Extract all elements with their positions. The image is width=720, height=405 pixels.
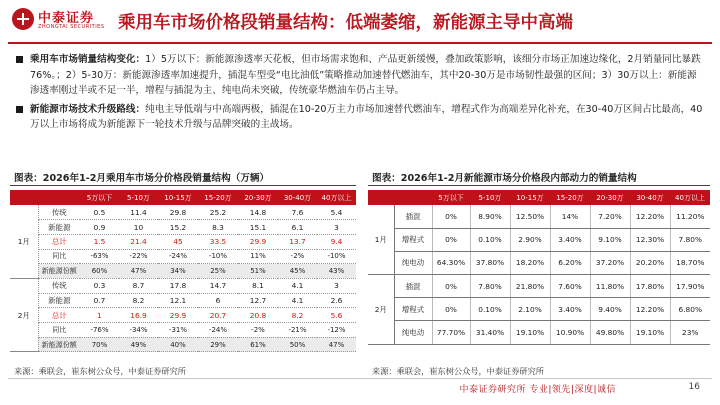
table-cell: 31.40% [470, 321, 510, 344]
column-header [38, 190, 80, 205]
table-cell: 37.80% [470, 251, 510, 274]
table-cell: 15.2 [158, 220, 198, 235]
table-cell: 9.4 [317, 234, 356, 249]
column-header [394, 190, 432, 205]
row-label: 传统 [38, 205, 80, 220]
page-title: 乘用车市场价格段销量结构：低端萎缩，新能源主导中高端 [118, 13, 573, 33]
logo-cross-icon [12, 8, 34, 30]
table-cell: 29.9 [158, 308, 198, 323]
table-row [10, 337, 356, 352]
table-cell: 9.40% [590, 298, 630, 321]
table-cell: 4.1 [278, 293, 317, 308]
month-label: 1月 [10, 205, 38, 278]
table-cell: 77.70% [432, 321, 470, 344]
bullet-tech-route [16, 102, 706, 133]
column-header: 30-40万 [630, 190, 670, 205]
table-row [10, 234, 356, 249]
row-label: 增程式 [394, 298, 432, 321]
nev-powertrain-table [368, 190, 710, 345]
bullet-heading: 新能源市场技术升级路线： [30, 103, 146, 115]
logo-text-en: ZHONGTAI SECURITIES [38, 24, 105, 30]
table-cell: 17.90% [670, 275, 710, 298]
column-header: 10-15万 [510, 190, 550, 205]
row-label: 纯电动 [394, 251, 432, 274]
table-cell: 10.90% [550, 321, 590, 344]
table-cell: 61% [238, 337, 278, 352]
table-cell: 20.8 [238, 308, 278, 323]
table-cell: 10 [119, 220, 158, 235]
footer-slogan: 中泰证券研究所 专业|领先|深度|诚信 [459, 385, 616, 395]
table-cell: 29.9 [238, 234, 278, 249]
table-cell: 11% [238, 249, 278, 264]
row-label: 增程式 [394, 228, 432, 251]
column-header: 20-30万 [238, 190, 278, 205]
square-bullet-icon [16, 56, 23, 63]
row-label: 新能源 [38, 220, 80, 235]
table-row [368, 205, 710, 228]
bullet-sales-structure [16, 52, 706, 99]
table-cell: 2.6 [317, 293, 356, 308]
table-cell: 3.40% [550, 228, 590, 251]
row-label: 纯电动 [394, 321, 432, 344]
column-header: 40万以上 [317, 190, 356, 205]
table-cell: 13.7 [278, 234, 317, 249]
table-cell: 0.9 [80, 220, 119, 235]
table-cell: 18.20% [510, 251, 550, 274]
table-cell: 6 [198, 293, 238, 308]
table-cell: 60% [80, 264, 119, 279]
logo-text-cn: 中泰证券 [38, 11, 95, 26]
table-cell: 45% [278, 264, 317, 279]
table-cell: 8.7 [119, 278, 158, 293]
table-row [10, 278, 356, 293]
table-cell: 0% [432, 298, 470, 321]
table-cell: 0% [432, 205, 470, 228]
table-cell: -22% [119, 249, 158, 264]
table1-caption-line [10, 185, 356, 186]
column-header: 15-20万 [198, 190, 238, 205]
slide-header [0, 0, 720, 44]
table-cell: 7.80% [470, 275, 510, 298]
table-cell: -10% [317, 249, 356, 264]
table-cell: 21.4 [119, 234, 158, 249]
column-header: 5-10万 [119, 190, 158, 205]
table-cell: 14.8 [238, 205, 278, 220]
table-cell: 6.20% [550, 251, 590, 274]
table-cell: 43% [317, 264, 356, 279]
table-row [368, 298, 710, 321]
table-cell: 33.5 [198, 234, 238, 249]
row-label: 总计 [38, 308, 80, 323]
bullet-body: 纯电主导低端与中高端两极，插混在10-20万主力市场加速替代燃油车，增程式作为高端差异化补充，在30-40万区间占比最高，40万以上市场将成为新能源下一轮技术升级与品牌突破的主战场。 [30, 103, 703, 130]
table-cell: 49.80% [590, 321, 630, 344]
table-header-row [10, 190, 356, 205]
bullet-heading: 乘用车市场销量结构变化： [30, 54, 146, 65]
table-cell: 12.20% [630, 205, 670, 228]
table-row [10, 220, 356, 235]
table-cell: 8.3 [198, 220, 238, 235]
table-row [368, 228, 710, 251]
table-cell: 25% [198, 264, 238, 279]
table1-caption: 图表：2026年1-2月乘用车市场分价格段销量结构（万辆） [14, 173, 270, 184]
square-bullet-icon [16, 106, 23, 113]
table-cell: 45 [158, 234, 198, 249]
table-cell: 3.40% [550, 298, 590, 321]
table-cell: 0.7 [80, 293, 119, 308]
table-cell: -2% [238, 323, 278, 338]
row-label: 同比 [38, 249, 80, 264]
table-cell: 8.2 [278, 308, 317, 323]
table-cell: 0% [432, 228, 470, 251]
table-cell: 29% [198, 337, 238, 352]
table-cell: 20.7 [198, 308, 238, 323]
table-cell: -21% [278, 323, 317, 338]
table-cell: 64.30% [432, 251, 470, 274]
table-cell: 34% [158, 264, 198, 279]
table-cell: 40% [158, 337, 198, 352]
table-row [368, 321, 710, 344]
table-cell: 4.1 [278, 278, 317, 293]
table-cell: 21.80% [510, 275, 550, 298]
table-cell: 2.10% [510, 298, 550, 321]
row-label: 总计 [38, 234, 80, 249]
table-row [10, 205, 356, 220]
table-cell: 47% [317, 337, 356, 352]
table-cell: 17.80% [630, 275, 670, 298]
table-cell: -2% [278, 249, 317, 264]
table-cell: 7.60% [550, 275, 590, 298]
table-cell: -31% [158, 323, 198, 338]
table-cell: 7.20% [590, 205, 630, 228]
footer-divider [8, 378, 712, 379]
table-cell: 11.4 [119, 205, 158, 220]
table-cell: -10% [198, 249, 238, 264]
table-cell: 12.1 [158, 293, 198, 308]
table-cell: 14% [550, 205, 590, 228]
table-cell: 3 [317, 278, 356, 293]
table-cell: 6.1 [278, 220, 317, 235]
table-cell: 8.1 [238, 278, 278, 293]
table-cell: 25.2 [198, 205, 238, 220]
table-cell: 5.6 [317, 308, 356, 323]
table-cell: 23% [670, 321, 710, 344]
page-number: 16 [688, 382, 700, 392]
table-row [368, 251, 710, 274]
table-cell: 8.90% [470, 205, 510, 228]
table-cell: 50% [278, 337, 317, 352]
table-row [368, 275, 710, 298]
table-header-row [368, 190, 710, 205]
row-label: 插混 [394, 275, 432, 298]
table-cell: 2.90% [510, 228, 550, 251]
table-cell: 19.10% [630, 321, 670, 344]
table-cell: -34% [119, 323, 158, 338]
table-cell: 16.9 [119, 308, 158, 323]
table-row [10, 249, 356, 264]
table-cell: 0.3 [80, 278, 119, 293]
table-cell: 14.7 [198, 278, 238, 293]
month-label: 2月 [368, 275, 394, 345]
row-label: 新能源份额 [38, 337, 80, 352]
table-cell: 12.30% [630, 228, 670, 251]
table1-source: 来源：乘联会，崔东树公众号，中泰证券研究所 [14, 366, 186, 376]
table-cell: 49% [119, 337, 158, 352]
table-cell: 1 [80, 308, 119, 323]
company-logo [12, 6, 108, 38]
table-cell: 19.10% [510, 321, 550, 344]
column-header: 15-20万 [550, 190, 590, 205]
month-label: 2月 [10, 278, 38, 351]
table-cell: 11.20% [670, 205, 710, 228]
column-header: 5万以下 [80, 190, 119, 205]
table-cell: 51% [238, 264, 278, 279]
table-cell: 9.10% [590, 228, 630, 251]
table-cell: 15.1 [238, 220, 278, 235]
table-cell: -76% [80, 323, 119, 338]
column-header: 30-40万 [278, 190, 317, 205]
table-cell: 17.8 [158, 278, 198, 293]
table-cell: 70% [80, 337, 119, 352]
table2-caption: 图表：2026年1-2月新能源市场分价格段内部动力的销量结构 [372, 173, 637, 184]
sales-structure-table [10, 190, 356, 352]
month-label: 1月 [368, 205, 394, 275]
summary-bullets [16, 52, 706, 133]
table-cell: -24% [198, 323, 238, 338]
table-cell: 0.5 [80, 205, 119, 220]
row-label: 同比 [38, 323, 80, 338]
table-row [10, 293, 356, 308]
table-cell: -24% [158, 249, 198, 264]
table-cell: 12.7 [238, 293, 278, 308]
column-header: 5-10万 [470, 190, 510, 205]
table-cell: 0.10% [470, 298, 510, 321]
table-cell: 0.10% [470, 228, 510, 251]
table-cell: 11.80% [590, 275, 630, 298]
table-cell: -12% [317, 323, 356, 338]
table-cell: 37.20% [590, 251, 630, 274]
table-cell: 3 [317, 220, 356, 235]
row-label: 新能源份额 [38, 264, 80, 279]
table2-source: 来源：乘联会，崔东树公众号，中泰证券研究所 [372, 366, 544, 376]
column-header: 40万以上 [670, 190, 710, 205]
table-cell: 0% [432, 275, 470, 298]
row-label: 传统 [38, 278, 80, 293]
table-cell: 18.70% [670, 251, 710, 274]
table-cell: 5.4 [317, 205, 356, 220]
table-cell: 7.6 [278, 205, 317, 220]
table-cell: 12.50% [510, 205, 550, 228]
row-label: 新能源 [38, 293, 80, 308]
table2-caption-line [368, 185, 710, 186]
column-header [368, 190, 394, 205]
column-header: 5万以下 [432, 190, 470, 205]
column-header [10, 190, 38, 205]
row-label: 插混 [394, 205, 432, 228]
table-row [10, 308, 356, 323]
bullet-body: 1）5万以下：新能源渗透率天花板，但市场需求饱和、产品更新缓慢，叠加政策影响，该细分市场正加速边缘化，2月销量同比暴跌76%。；2）5-30万：新能源渗透率加速提升，插混车型受“电比油低”策略推动加速替代燃油车，其中20-30万是市场韧性最强的区间；3）30万以上：新能源渗透率刚过半或不足一半，增程与插混为主、纯电尚未突破，传统豪华燃油车仍占主导。 [30, 54, 701, 96]
table-cell: 12.20% [630, 298, 670, 321]
table-row [10, 264, 356, 279]
table-cell: 47% [119, 264, 158, 279]
column-header: 10-15万 [158, 190, 198, 205]
table-cell: 7.80% [670, 228, 710, 251]
column-header: 20-30万 [590, 190, 630, 205]
table-row [10, 323, 356, 338]
table-cell: 20.20% [630, 251, 670, 274]
table-cell: 6.80% [670, 298, 710, 321]
table-cell: 1.5 [80, 234, 119, 249]
table-cell: 29.8 [158, 205, 198, 220]
table-cell: 8.2 [119, 293, 158, 308]
title-divider [8, 42, 712, 44]
table-cell: -63% [80, 249, 119, 264]
